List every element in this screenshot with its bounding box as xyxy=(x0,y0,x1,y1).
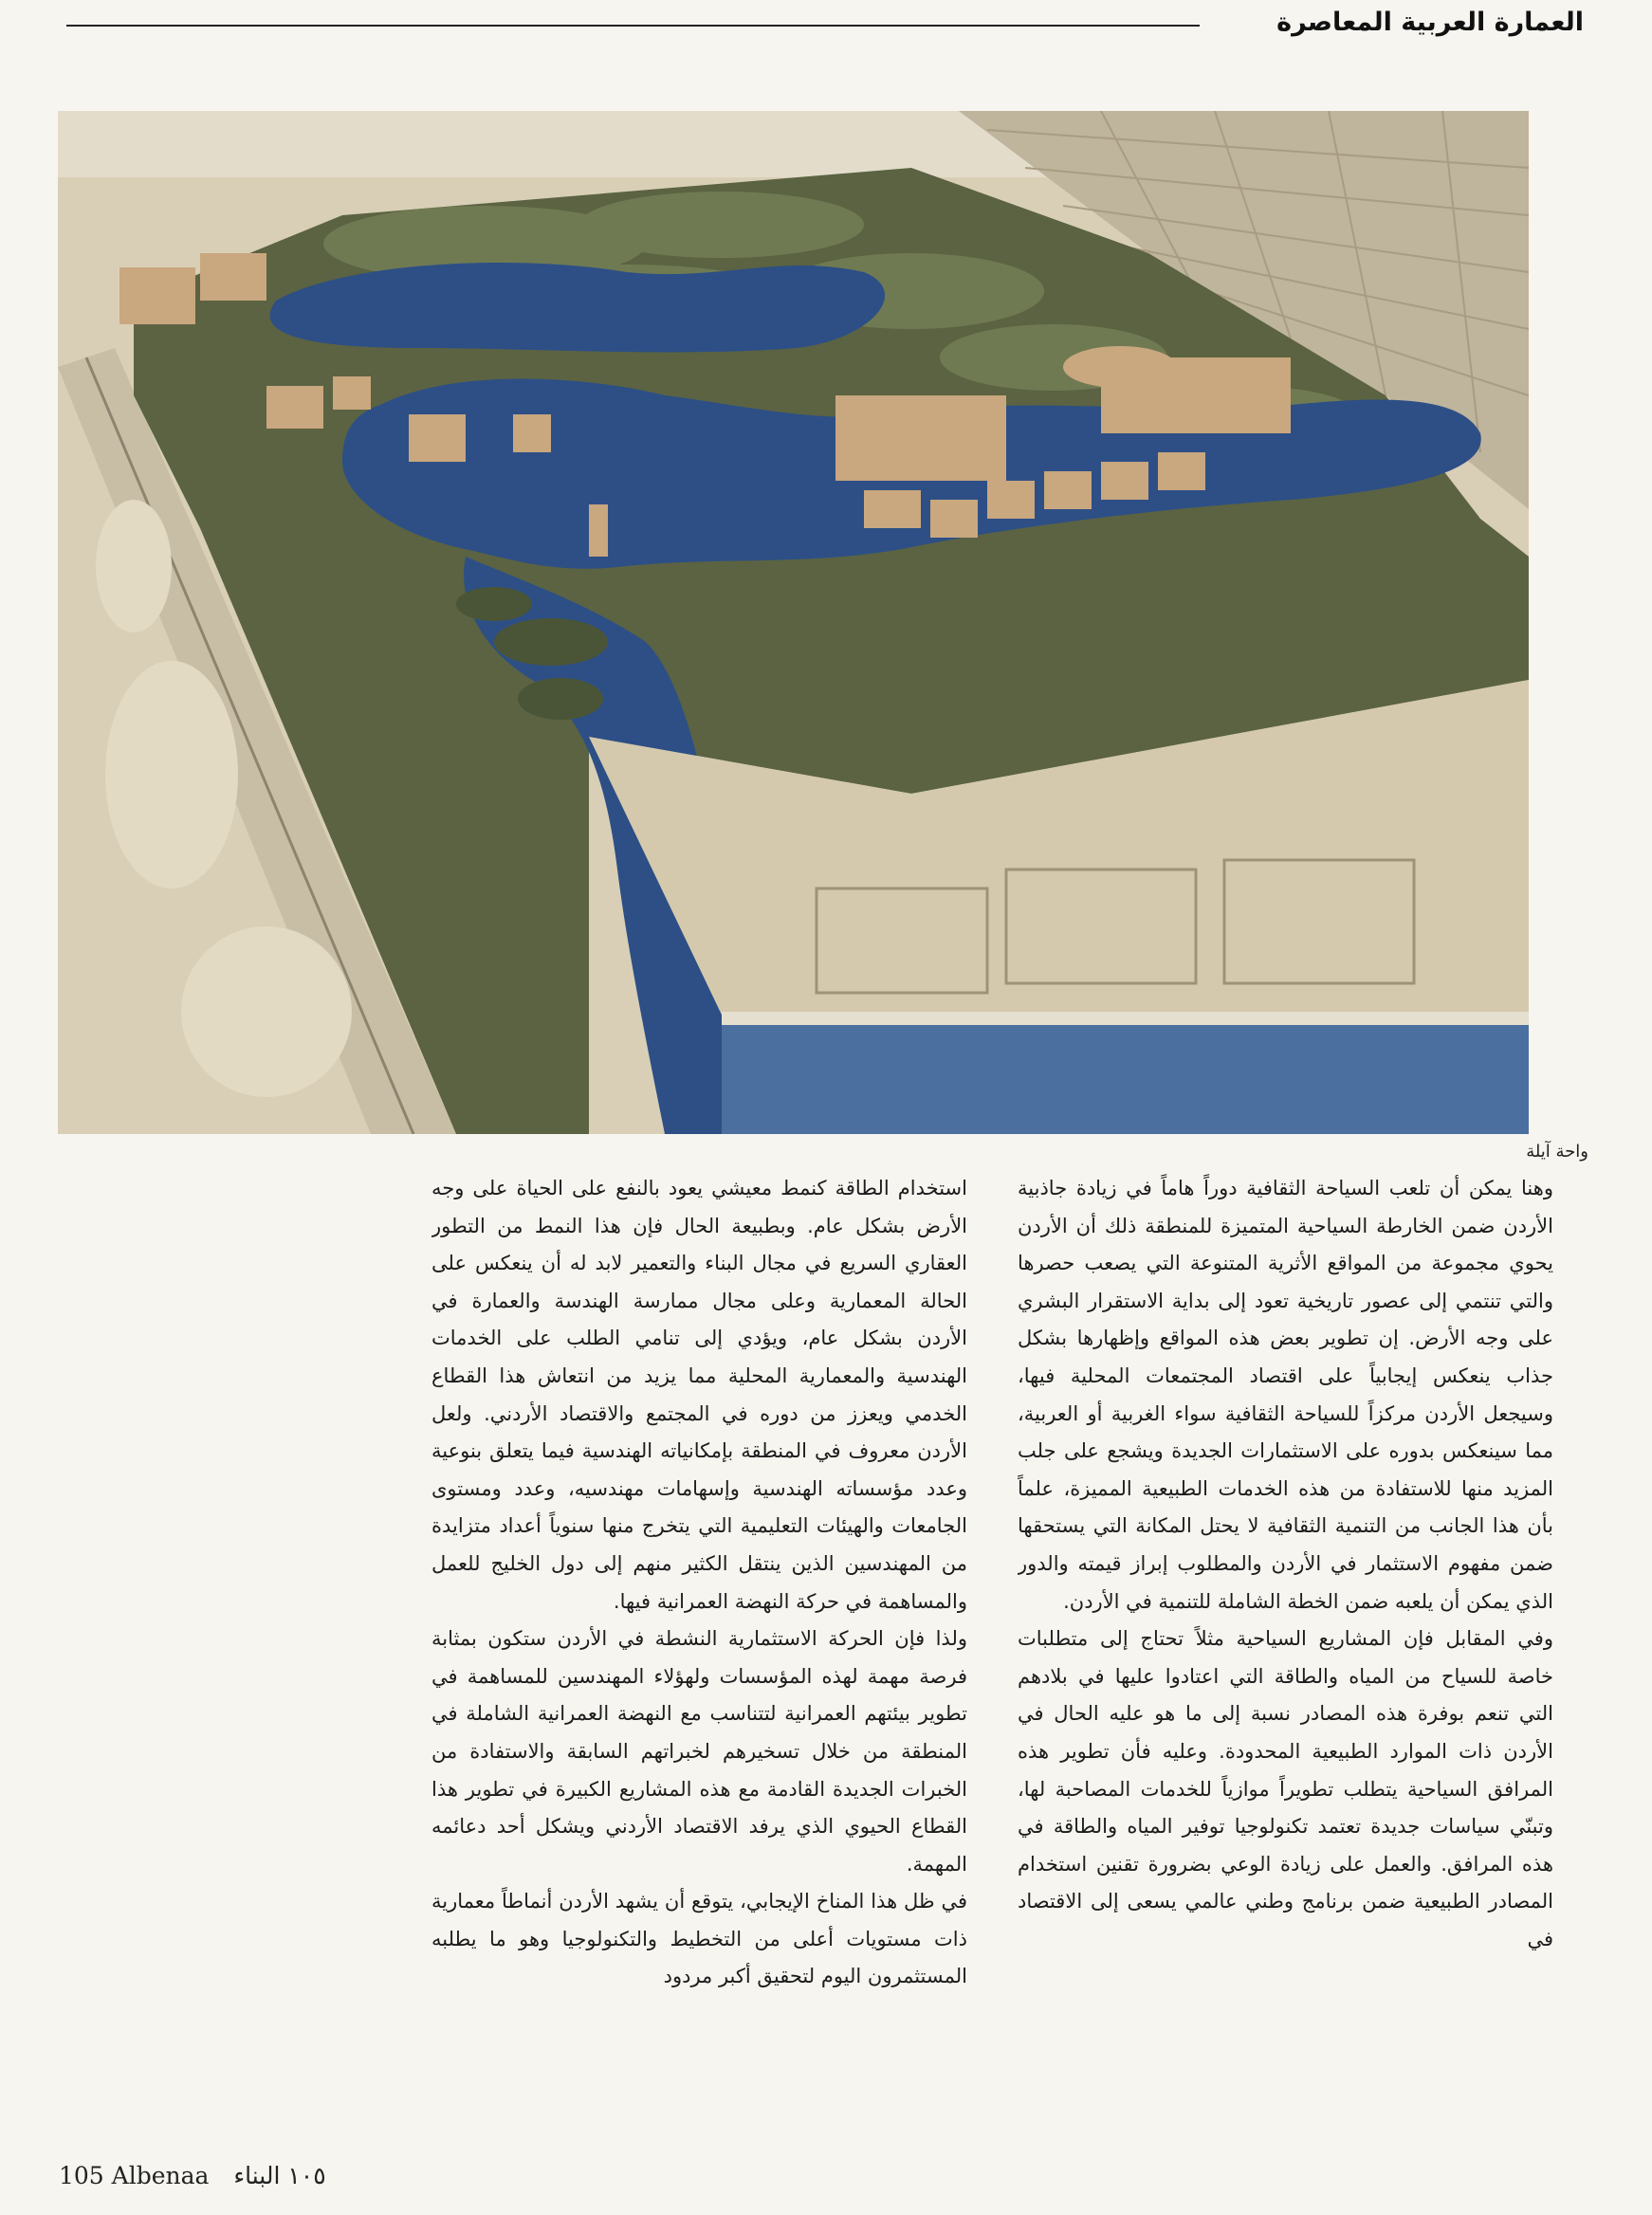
section-title: العمارة العربية المعاصرة xyxy=(1276,8,1584,37)
page-number-label: 105 Albenaa xyxy=(59,2162,210,2189)
beach-strip xyxy=(722,1012,1529,1025)
page-footer xyxy=(59,2162,340,2189)
header-rule xyxy=(66,25,1200,27)
article-column-left xyxy=(431,1170,967,2104)
image-caption: واحة آيلة xyxy=(1526,1142,1588,1162)
paragraph: وهنا يمكن أن تلعب السياحة الثقافية دوراً هاماً في زيادة جاذبية الأردن ضمن الخارطة السياحية المتميزة للمنطقة ذلك أن الأردن يحوي مجموعة من المواقع الأثرية المتنوعة التي يصعب حصرها والتي تنتمي إلى عصور تاريخية تعود إلى بداية الاستقرار البشري على وجه الأرض. إن تطوير بعض هذه المواقع وإظهارها بشكل جذاب ينعكس إيجابياً على اقتصاد المجتمعات المحلية فيها، وسيجعل الأردن مركزاً للسياحة الثقافية سواء الغربية أو العربية، مما سينعكس بدوره على الاستثمارات الجديدة ويشجع على جلب المزيد منها للاستفادة من هذه الخدمات الطبيعية المميزة، علماً بأن هذا الجانب من التنمية الثقافية لا يحتل المكانة التي يستحقها ضمن مفهوم الاستثمار في الأردن والمطلوب إبراز قيمته والدور الذي يمكن أن يلعبه ضمن الخطة الشاملة للتنمية في الأردن. xyxy=(1018,1177,1553,1613)
sea-water xyxy=(722,1021,1529,1134)
article-column-right xyxy=(1018,1170,1553,2104)
paragraph: استخدام الطاقة كنمط معيشي يعود بالنفع على الحياة على وجه الأرض بشكل عام. وبطبيعة الحال فإن هذا النمط من التطور العقاري السريع في مجال البناء والتعمير لابد له أن ينعكس على الحالة المعمارية وعلى مجال ممارسة الهندسة والعمارة في الأردن بشكل عام، ويؤدي إلى تنامي الطلب على الخدمات الهندسية والمعمارية المحلية مما يزيد من انتعاش هذا القطاع الخدمي ويعزز من دوره في المجتمع والاقتصاد الأردني. ولعل الأردن معروف في المنطقة بإمكانياته الهندسية فيما يتعلق بنوعية وعدد مؤسساته الهندسية وإسهامات مهندسيه، وعدد ومستوى الجامعات والهيئات التعليمية التي يتخرج منها سنوياً أعداد متزايدة من المهندسين الذين ينتقل الكثير منهم إلى دول الخليج للعمل والمساهمة في حركة النهضة العمرانية فيها. xyxy=(431,1177,967,1613)
page-number-label-arabic: ١٠٥ البناء xyxy=(233,2162,326,2189)
aerial-masterplan-image xyxy=(58,111,1529,1134)
aerial-masterplan-illustration xyxy=(58,111,1529,1134)
paragraph: وفي المقابل فإن المشاريع السياحية مثلاً تحتاج إلى متطلبات خاصة للسياح من المياه والطاقة التي اعتادوا عليها في بلادهم التي تنعم بوفرة هذه المصادر نسبة إلى ما هو عليه الحال في الأردن ذات الموارد الطبيعية المحدودة. وعليه فأن تطوير هذه المرافق السياحية يتطلب تطويراً موازياً للخدمات المصاحبة لها، وتبنّي سياسات جديدة تعتمد تكنولوجيا توفير المياه والطاقة في هذه المرافق. والعمل على زيادة الوعي بضرورة تقنين استخدام المصادر الطبيعية ضمن برنامج وطني عالمي يسعى إلى الاقتصاد في xyxy=(1018,1627,1553,1950)
paragraph: في ظل هذا المناخ الإيجابي، يتوقع أن يشهد الأردن أنماطاً معمارية ذات مستويات أعلى من التخطيط والتكنولوجيا وهو ما يطلبه المستثمرون اليوم لتحقيق أكبر مردود xyxy=(431,1890,967,1988)
paragraph: ولذا فإن الحركة الاستثمارية النشطة في الأردن ستكون بمثابة فرصة مهمة لهذه المؤسسات ولهؤلاء المهندسين للمساهمة في تطوير بيئتهم العمرانية لتتناسب مع النهضة العمرانية الشاملة في المنطقة من خلال تسخيرهم لخبراتهم السابقة والاستفادة من الخبرات الجديدة القادمة مع هذه المشاريع الكبيرة في تطوير هذا القطاع الحيوي الذي يرفد الاقتصاد الأردني ويشكل أحد دعائمه المهمة. xyxy=(431,1627,967,1876)
